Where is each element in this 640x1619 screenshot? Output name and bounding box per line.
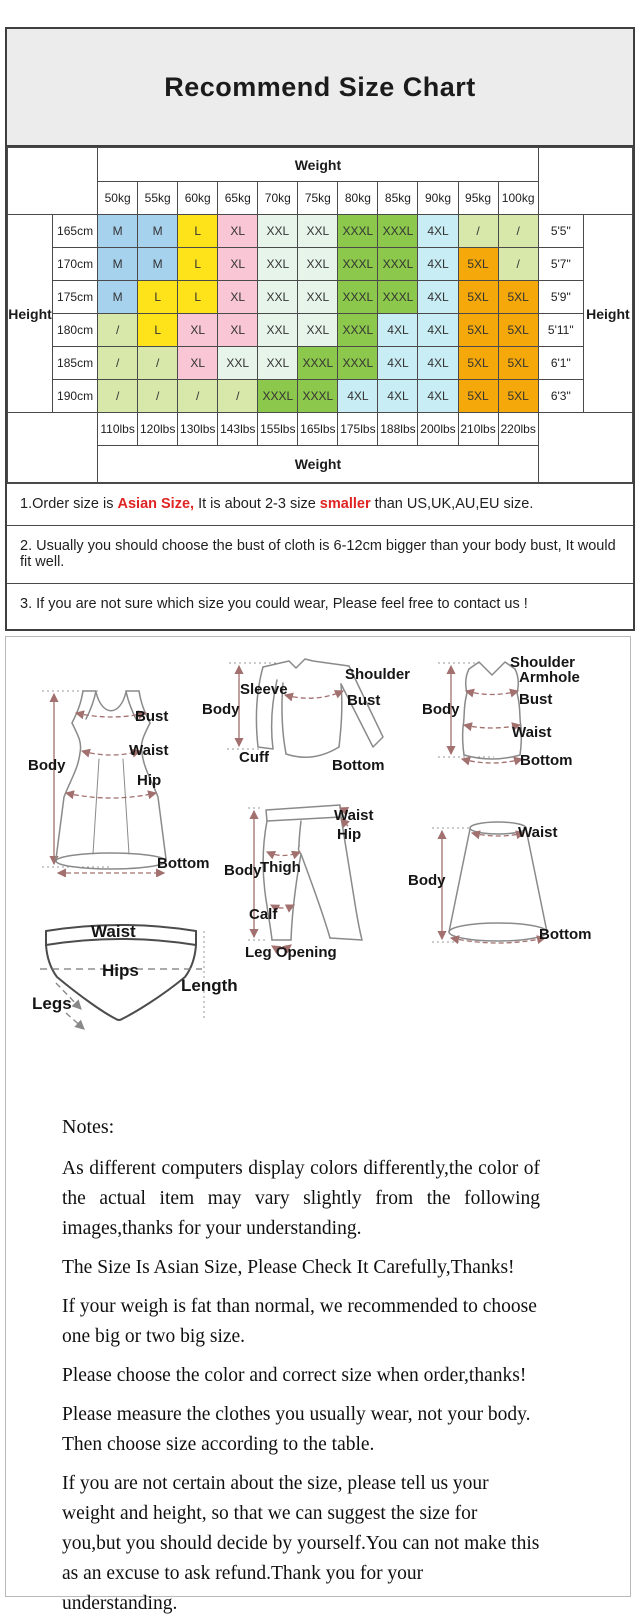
table-corner-bottomleft bbox=[8, 413, 98, 483]
size-cell: XXL bbox=[298, 314, 338, 347]
brief-hips-label: Hips bbox=[102, 961, 139, 980]
size-cell: 4XL bbox=[418, 281, 458, 314]
kg-header-cell: 100kg bbox=[498, 182, 538, 215]
size-cell: XXL bbox=[298, 215, 338, 248]
lbs-cell: 120lbs bbox=[138, 413, 178, 446]
lbs-cell: 220lbs bbox=[498, 413, 538, 446]
vest-waist-label: Waist bbox=[512, 724, 552, 741]
size-cell: XXXL bbox=[378, 281, 418, 314]
size-cell: XL bbox=[218, 215, 258, 248]
size-cell: XXL bbox=[298, 281, 338, 314]
height-cm-cell: 190cm bbox=[53, 380, 98, 413]
shirt-body-label: Body bbox=[202, 701, 240, 718]
order-note-text: It is about 2-3 size bbox=[194, 496, 320, 512]
size-cell: L bbox=[178, 281, 218, 314]
bottom-note-paragraph: Please measure the clothes you usually wear, not your body. Then choose size according to the table. bbox=[62, 1404, 531, 1455]
height-ft-cell: 5'9" bbox=[538, 281, 583, 314]
size-cell: 4XL bbox=[378, 347, 418, 380]
lbs-cell: 155lbs bbox=[258, 413, 298, 446]
size-cell: XXXL bbox=[338, 215, 378, 248]
shirt-shoulder-label: Shoulder bbox=[345, 666, 411, 683]
size-cell: XXXL bbox=[338, 281, 378, 314]
skirt-body-label: Body bbox=[408, 872, 446, 889]
size-cell: M bbox=[138, 248, 178, 281]
weight-header-top: Weight bbox=[98, 148, 539, 182]
weight-header-bottom: Weight bbox=[98, 446, 539, 483]
measure-diagrams bbox=[6, 637, 630, 1082]
size-cell: 5XL bbox=[498, 347, 538, 380]
size-cell: XXXL bbox=[258, 380, 298, 413]
height-ft-cell: 6'3" bbox=[538, 380, 583, 413]
size-cell: / bbox=[138, 380, 178, 413]
page-title: Recommend Size Chart bbox=[164, 71, 476, 102]
size-cell: 5XL bbox=[498, 380, 538, 413]
size-cell: 4XL bbox=[378, 380, 418, 413]
order-note-highlight: Asian Size, bbox=[117, 496, 195, 512]
table-row bbox=[8, 347, 633, 380]
size-chart-panel bbox=[5, 27, 635, 631]
size-cell: / bbox=[498, 248, 538, 281]
size-cell: 5XL bbox=[458, 314, 498, 347]
size-cell: 5XL bbox=[458, 281, 498, 314]
title-band bbox=[7, 29, 633, 147]
shirt-cuff-label: Cuff bbox=[239, 749, 269, 766]
size-cell: / bbox=[98, 380, 138, 413]
bottom-notes bbox=[6, 1082, 630, 1619]
table-row bbox=[8, 281, 633, 314]
dress-figure bbox=[36, 677, 216, 877]
size-cell: XXL bbox=[258, 281, 298, 314]
size-cell: XL bbox=[218, 314, 258, 347]
bottom-note-paragraph: Please choose the color and correct size when order,thanks! bbox=[62, 1365, 527, 1386]
size-cell: XXL bbox=[258, 248, 298, 281]
size-cell: XXL bbox=[218, 347, 258, 380]
size-table bbox=[7, 147, 633, 483]
bottom-note-paragraph: The Size Is Asian Size, Please Check It Carefully,Thanks! bbox=[62, 1257, 515, 1278]
lbs-cell: 165lbs bbox=[298, 413, 338, 446]
size-cell: / bbox=[138, 347, 178, 380]
pants-waist-label: Waist bbox=[334, 807, 374, 824]
brief-waist-label: Waist bbox=[91, 922, 136, 941]
lbs-cell: 143lbs bbox=[218, 413, 258, 446]
size-cell: XXXL bbox=[378, 248, 418, 281]
size-cell: / bbox=[98, 347, 138, 380]
lbs-cell: 175lbs bbox=[338, 413, 378, 446]
size-cell: XXL bbox=[298, 248, 338, 281]
bottom-note-paragraph: If you are not certain about the size, please tell us your weight and height, so that we can suggest the size for you,but you should decide by yourself.You can not make this as an excuse to ask refund.Thank you for your understanding. bbox=[62, 1473, 540, 1614]
size-cell: 4XL bbox=[418, 248, 458, 281]
size-cell: 5XL bbox=[458, 248, 498, 281]
pants-figure bbox=[246, 802, 374, 954]
height-cm-cell: 185cm bbox=[53, 347, 98, 380]
size-cell: XL bbox=[178, 347, 218, 380]
size-cell: 4XL bbox=[418, 314, 458, 347]
size-cell: M bbox=[138, 215, 178, 248]
size-cell: 4XL bbox=[418, 380, 458, 413]
kg-header-cell: 85kg bbox=[378, 182, 418, 215]
vest-armhole-label: Armhole bbox=[519, 669, 580, 686]
order-note-text: 2. Usually you should choose the bust of cloth is 6-12cm bigger than your body bust, It would fit well. bbox=[20, 538, 616, 570]
order-note-2 bbox=[7, 525, 633, 583]
size-cell: XXXL bbox=[298, 347, 338, 380]
notes-heading: Notes: bbox=[62, 1116, 115, 1138]
height-ft-cell: 6'1" bbox=[538, 347, 583, 380]
order-notes bbox=[7, 483, 633, 629]
brief-length-label: Length bbox=[181, 976, 238, 995]
bottom-note-paragraph: As different computers display colors differently,the color of the actual item may vary slightly from the following images,thanks for your understanding. bbox=[62, 1158, 540, 1239]
shirt-bust-label: Bust bbox=[347, 692, 381, 709]
shirt-bottom-label: Bottom bbox=[332, 757, 385, 774]
size-cell: 4XL bbox=[418, 215, 458, 248]
size-cell: XXL bbox=[258, 215, 298, 248]
measure-guide-panel bbox=[5, 636, 631, 1614]
dress-body-label: Body bbox=[28, 757, 66, 774]
pants-thigh-label: Thigh bbox=[260, 859, 301, 876]
size-cell: XXL bbox=[258, 347, 298, 380]
height-label-left: Height bbox=[8, 215, 53, 413]
order-note-text: 3. If you are not sure which size you could wear, Please feel free to contact us ! bbox=[20, 596, 528, 612]
brief-legs-label: Legs bbox=[32, 994, 72, 1013]
size-cell: 5XL bbox=[458, 347, 498, 380]
kg-header-cell: 50kg bbox=[98, 182, 138, 215]
dress-bottom-label: Bottom bbox=[157, 855, 210, 872]
kg-header-cell: 95kg bbox=[458, 182, 498, 215]
kg-header-cell: 90kg bbox=[418, 182, 458, 215]
size-cell: XL bbox=[218, 248, 258, 281]
size-cell: XXXL bbox=[338, 248, 378, 281]
size-cell: XXXL bbox=[338, 314, 378, 347]
pants-leg-opening-label: Leg Opening bbox=[245, 944, 337, 961]
size-cell: / bbox=[178, 380, 218, 413]
table-row bbox=[8, 314, 633, 347]
kg-header-cell: 80kg bbox=[338, 182, 378, 215]
vest-shoulder-label: Shoulder bbox=[510, 654, 576, 671]
table-row bbox=[8, 215, 633, 248]
size-cell: 5XL bbox=[458, 380, 498, 413]
size-cell: / bbox=[498, 215, 538, 248]
height-ft-cell: 5'5" bbox=[538, 215, 583, 248]
size-cell: XXXL bbox=[378, 215, 418, 248]
size-cell: 4XL bbox=[378, 314, 418, 347]
height-cm-cell: 175cm bbox=[53, 281, 98, 314]
order-note-highlight: smaller bbox=[319, 496, 371, 512]
table-corner-topright bbox=[538, 148, 632, 215]
lbs-cell: 130lbs bbox=[178, 413, 218, 446]
pants-body-label: Body bbox=[224, 862, 262, 879]
kg-header-cell: 55kg bbox=[138, 182, 178, 215]
height-cm-cell: 180cm bbox=[53, 314, 98, 347]
order-note-1 bbox=[7, 483, 633, 525]
pants-hip-label: Hip bbox=[337, 826, 362, 843]
table-corner-bottomright bbox=[538, 413, 632, 483]
size-cell: 5XL bbox=[498, 314, 538, 347]
size-cell: L bbox=[178, 215, 218, 248]
pants-calf-label: Calf bbox=[249, 906, 278, 923]
kg-header-cell: 70kg bbox=[258, 182, 298, 215]
lbs-cell: 110lbs bbox=[98, 413, 138, 446]
size-cell: 4XL bbox=[338, 380, 378, 413]
height-ft-cell: 5'7" bbox=[538, 248, 583, 281]
size-cell: L bbox=[178, 248, 218, 281]
table-row bbox=[8, 248, 633, 281]
dress-bust-label: Bust bbox=[135, 708, 169, 725]
size-cell: XXL bbox=[258, 314, 298, 347]
size-cell: XXXL bbox=[338, 347, 378, 380]
table-row bbox=[8, 380, 633, 413]
dress-waist-label: Waist bbox=[129, 742, 169, 759]
kg-header-cell: 60kg bbox=[178, 182, 218, 215]
lbs-cell: 210lbs bbox=[458, 413, 498, 446]
skirt-bottom-label: Bottom bbox=[539, 926, 592, 943]
vest-bottom-label: Bottom bbox=[520, 752, 573, 769]
size-cell: XL bbox=[178, 314, 218, 347]
shirt-sleeve-label: Sleeve bbox=[240, 681, 288, 698]
bottom-note-paragraph: If your weigh is fat than normal, we recommended to choose one big or two big size. bbox=[62, 1296, 537, 1347]
size-cell: / bbox=[98, 314, 138, 347]
lbs-cell: 188lbs bbox=[378, 413, 418, 446]
lbs-row bbox=[8, 413, 633, 446]
order-note-text: than US,UK,AU,EU size. bbox=[370, 496, 534, 512]
size-cell: XXXL bbox=[298, 380, 338, 413]
order-note-3 bbox=[7, 583, 633, 629]
kg-header-cell: 75kg bbox=[298, 182, 338, 215]
table-corner-topleft bbox=[8, 148, 98, 215]
dress-hip-label: Hip bbox=[137, 772, 162, 789]
height-label-right: Height bbox=[583, 215, 632, 413]
size-cell: L bbox=[138, 314, 178, 347]
table-header-row bbox=[8, 148, 633, 182]
skirt-waist-label: Waist bbox=[518, 824, 558, 841]
vest-bust-label: Bust bbox=[519, 691, 553, 708]
kg-header-cell: 65kg bbox=[218, 182, 258, 215]
size-cell: L bbox=[138, 281, 178, 314]
lbs-cell: 200lbs bbox=[418, 413, 458, 446]
size-cell: / bbox=[218, 380, 258, 413]
height-cm-cell: 170cm bbox=[53, 248, 98, 281]
order-note-text: 1.Order size is bbox=[20, 496, 118, 512]
size-cell: XL bbox=[218, 281, 258, 314]
size-cell: M bbox=[98, 248, 138, 281]
size-cell: 5XL bbox=[498, 281, 538, 314]
vest-body-label: Body bbox=[422, 701, 460, 718]
size-cell: M bbox=[98, 215, 138, 248]
size-cell: / bbox=[458, 215, 498, 248]
height-cm-cell: 165cm bbox=[53, 215, 98, 248]
height-ft-cell: 5'11" bbox=[538, 314, 583, 347]
size-cell: M bbox=[98, 281, 138, 314]
size-cell: 4XL bbox=[418, 347, 458, 380]
